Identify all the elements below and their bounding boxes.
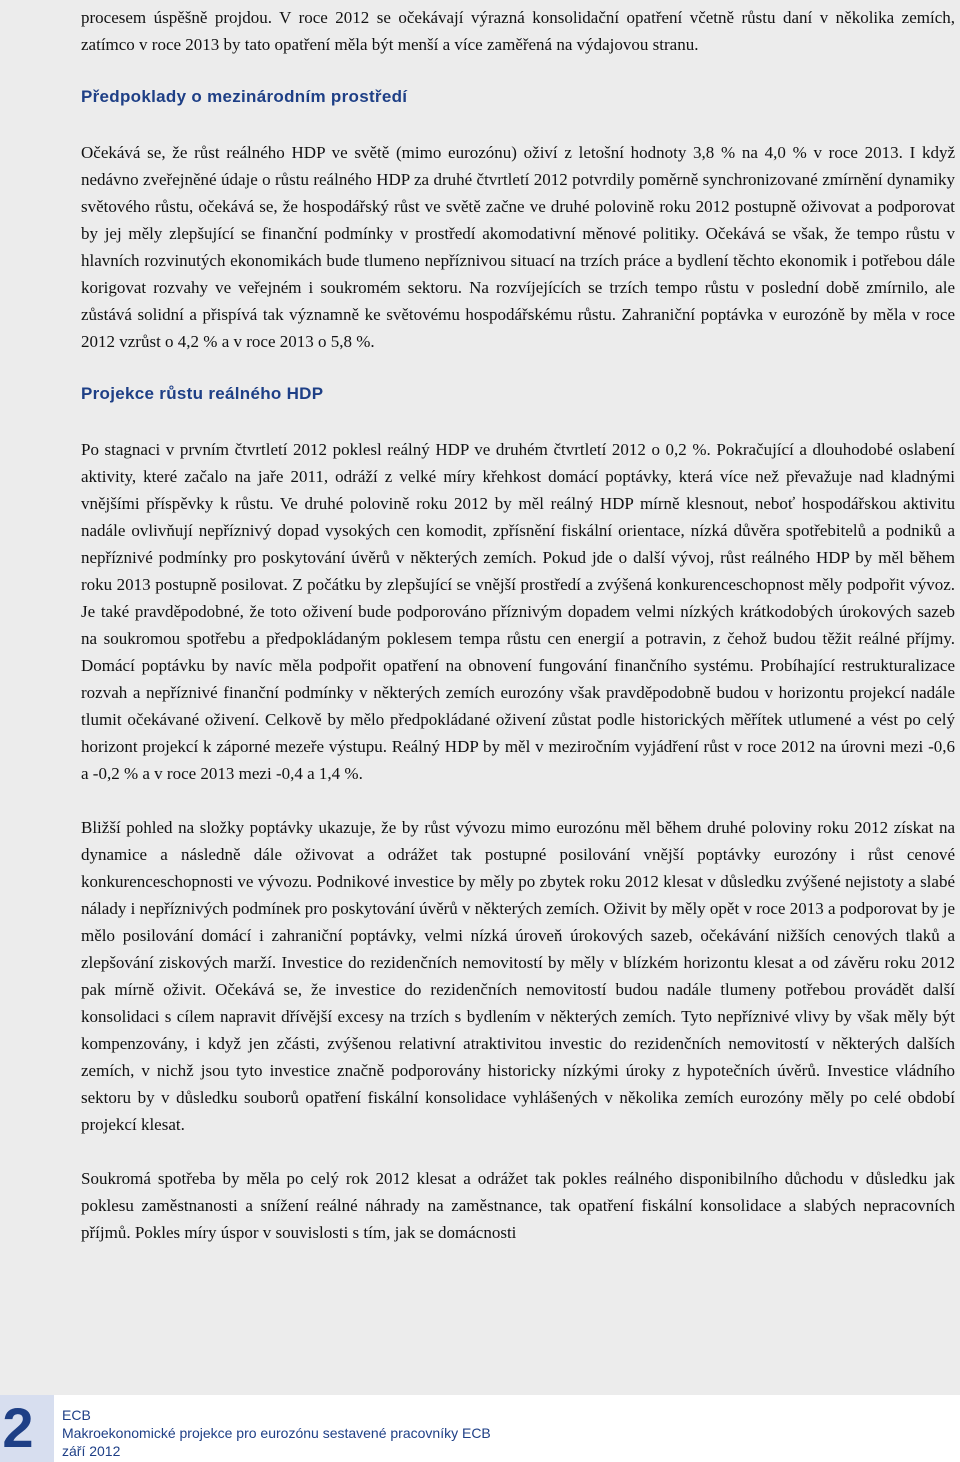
page-number: 2	[2, 1396, 34, 1459]
section-heading-gdp: Projekce růstu reálného HDP	[81, 384, 324, 403]
footer-org: ECB	[62, 1407, 91, 1423]
footer-date: září 2012	[62, 1443, 121, 1459]
footer-title: Makroekonomické projekce pro eurozónu sestavené pracovníky ECB	[62, 1425, 491, 1441]
footer-text	[62, 1406, 491, 1460]
paragraph-consumption: Soukromá spotřeba by měla po celý rok 2012 klesat a odrážet tak pokles reálného disponibilního důchodu v důsledku jak poklesu zaměstnanosti a snížení reálné náhrady na zaměstnance, tak opatření fiskální konsolidace a slabých nepracovních příjmů. Pokles míry úspor v souvislosti s tím, jak se domácnosti	[81, 1169, 955, 1242]
paragraph-international: Očekává se, že růst reálného HDP ve světě (mimo eurozónu) oživí z letošní hodnoty 3,8 % na 4,0 % v roce 2013. I když nedávno zveřejněné údaje o růstu reálného HDP za druhé čtvrtletí 2012 potvrdily poměrně synchronizované zmírnění dynamiky světového růstu, očekává se, že hospodářský růst ve světě začne ve druhé polovině roku 2012 postupně oživovat a podporovat by jej měly zlepšující se finanční podmínky v prostředí akomodativní měnové politiky. Očekává se však, že tempo růstu v hlavních rozvinutých ekonomikách bude tlumeno nepříznivou situací na trzích práce a bydlení těchto ekonomik i potřebou dále korigovat rozvahy ve veřejném i soukromém sektoru. Na rozvíjejících se trzích tempo růstu v poslední době zmírnilo, ale zůstává solidní a přispívá tak významně ke světovému hospodářskému růstu. Zahraniční poptávka v eurozóně by měla v roce 2012 vzrůst o 4,2 % a v roce 2013 o 5,8 %.	[81, 143, 955, 351]
paragraph-intro: procesem úspěšně projdou. V roce 2012 se očekávají výrazná konsolidační opatření včetně růstu daní v několika zemích, zatímco v roce 2013 by tato opatření měla být menší a více zaměřená na výdajovou stranu.	[81, 8, 955, 54]
paragraph-gdp: Po stagnaci v prvním čtvrtletí 2012 poklesl reálný HDP ve druhém čtvrtletí 2012 o 0,2 %. Pokračující a dlouhodobé oslabení aktivity, které začalo na jaře 2011, odráží z velké míry křehkost domácí poptávky, která více než převažuje nad kladnými vnějšími příspěvky k růstu. Ve druhé polovině roku 2012 by měl reálný HDP mírně klesnout, neboť hospodářskou aktivitu nadále ovlivňují nepříznivý dopad vysokých cen komodit, zpřísnění fiskální orientace, nízká důvěra spotřebitelů a podniků a nepříznivé podmínky pro poskytování úvěrů v některých zemích. Pokud jde o další vývoj, růst reálného HDP by měl během roku 2013 postupně posilovat. Z počátku by zlepšující se vnější prostředí a zvýšená konkurenceschopnost měly podpořit vývoz. Je také pravděpodobné, že toto oživení bude podporováno příznivým dopadem velmi nízkých krátkodobých úrokových sazeb na soukromou spotřebu a předpokládaným poklesem tempa růstu cen energií a potravin, z čehož budou těžit reálné příjmy. Domácí poptávku by navíc měla podpořit opatření na obnovení fungování finančního systému. Probíhající restrukturalizace rozvah a nepříznivé finanční podmínky v některých zemích eurozóny však pravděpodobně budou v horizontu projekcí nadále tlumit očekávané oživení. Celkově by mělo předpokládané oživení zůstat podle historických měřítek utlumené a vést po celý horizont projekcí k záporné mezeře výstupu. Reálný HDP by měl v meziročním vyjádření růst v roce 2012 na úrovni mezi -0,6 a -0,2 % a v roce 2013 mezi -0,4 a 1,4 %.	[81, 440, 955, 783]
section-heading-international: Předpoklady o mezinárodním prostředí	[81, 87, 408, 106]
paragraph-demand: Bližší pohled na složky poptávky ukazuje, že by růst vývozu mimo eurozónu měl během druhé poloviny roku 2012 získat na dynamice a následně dále oživovat a odrážet tak postupné posilování vnější poptávky eurozóny i růst cenové konkurenceschopnosti ve vývozu. Podnikové investice by měly po zbytek roku 2012 klesat v důsledku zvýšené nejistoty a slabé nálady i nepříznivých podmínek pro poskytování úvěrů v některých zemích. Oživit by měly opět v roce 2013 a podporovat by je mělo posilování domácí i zahraniční poptávky, velmi nízká úroveň úrokových sazeb, očekávání nižších cenových tlaků a zlepšování ziskových marží. Investice do rezidenčních nemovitostí by měly v blízkém horizontu klesat a od závěru roku 2012 pak mírně oživit. Očekává se, že investice do rezidenčních nemovitostí budou nadále tlumeny potřebou provádět další konsolidaci s cílem napravit dřívější excesy na trzích s bydlením v některých zemích. Tyto nepříznivé vlivy by však měly být kompenzovány, i když jen zčásti, zvýšenou relativní atraktivitou investic do rezidenčních nemovitostí v některých dalších zemích, v nichž jsou tyto investice značně podporovány historicky nízkými úroky z hypotečních úvěrů. Investice vládního sektoru by v důsledku souborů opatření fiskální konsolidace vyhlášených v několika zemích eurozóny měly po celé období projekcí klesat.	[81, 818, 955, 1134]
page-content	[81, 4, 955, 1246]
